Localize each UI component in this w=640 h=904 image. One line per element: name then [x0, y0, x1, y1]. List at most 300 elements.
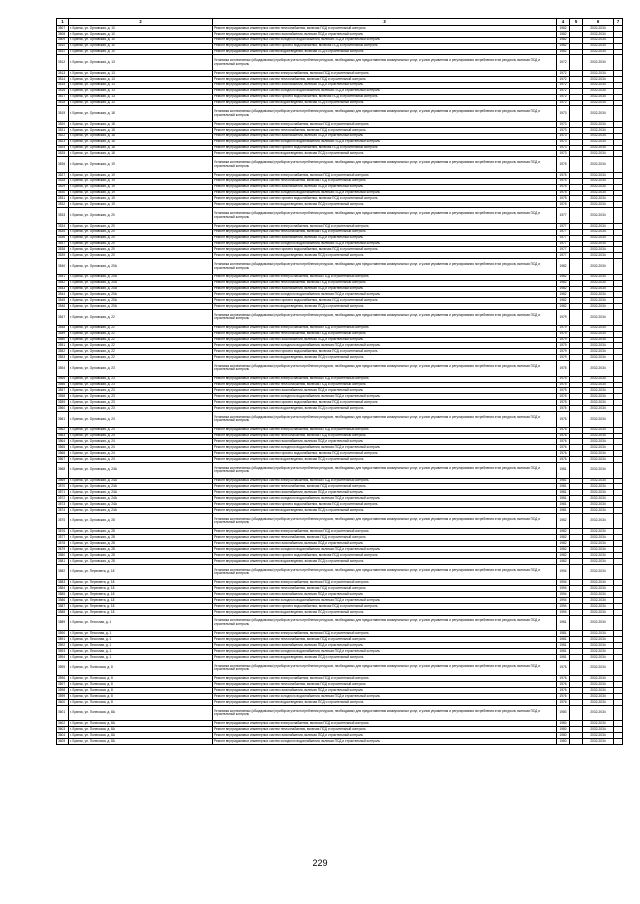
- row-year: 1973: [557, 127, 570, 133]
- row-work-type: Ремонт внутридомовых инженерных систем теплоснабжения, включая ПСД и строительный контроль: [213, 637, 557, 643]
- row-number: 3586: [57, 598, 69, 604]
- table-row: [57, 739, 623, 745]
- row-address: г. Брянск, ул. Полесская, д. 8А: [69, 705, 213, 721]
- row-year: 1981: [557, 490, 570, 496]
- row-year: 1975: [557, 400, 570, 406]
- row-work-type: Ремонт внутридомовых инженерных систем горячего водоснабжения, включая ПСД и строительный контроль: [213, 451, 557, 457]
- row-address: г. Брянск, ул. Орловская, д. 23: [69, 394, 213, 400]
- row-period: 2032-2034: [583, 535, 614, 541]
- row-period: 2032-2034: [583, 727, 614, 733]
- row-work-type: Ремонт внутридомовых инженерных систем холодного водоснабжения, включая ПСД и строительный контроль: [213, 649, 557, 655]
- row-work-type: Установка коллективных (общедомовых) приборов учета потребления ресурсов, необходимых для предоставления коммунальных услуг, и узлов управления и регулирования потребления этих ресурсов, включая ПСД и строительный контроль: [213, 462, 557, 478]
- row-work-type: Ремонт внутридомовых инженерных систем водоотведения, включая ПСД и строительный контроль: [213, 202, 557, 208]
- row-year: 1975: [557, 382, 570, 388]
- row-address: г. Брянск, ул. Орловская, д. 18: [69, 133, 213, 139]
- row-number: 3555: [57, 376, 69, 382]
- row-address: г. Брянск, ул. Орловская, д. 24: [69, 433, 213, 439]
- row-year: 1976: [557, 694, 570, 700]
- row-period: 2032-2034: [583, 106, 614, 122]
- table-row: [57, 660, 623, 676]
- row-number: 3543: [57, 286, 69, 292]
- row-work-type: Ремонт внутридомовых инженерных систем электроснабжения, включая ПСД и строительный контроль: [213, 325, 557, 331]
- row-work-type: Ремонт внутридомовых инженерных систем теплоснабжения, включая ПСД и строительный контроль: [213, 433, 557, 439]
- table-row: [57, 55, 623, 71]
- row-period: 2032-2034: [583, 445, 614, 451]
- row-work-type: Ремонт внутридомовых инженерных систем холодного водоснабжения, включая ПСД и строительный контроль: [213, 139, 557, 145]
- row-work-type: Ремонт внутридомовых инженерных систем электроснабжения, включая ПСД и строительный контроль: [213, 529, 557, 535]
- row-work-type: Ремонт внутридомовых инженерных систем газоснабжения, включая ПСД и строительный контроль: [213, 133, 557, 139]
- row-year: 1976: [557, 427, 570, 433]
- row-number: 3571: [57, 490, 69, 496]
- row-year: 1982: [557, 304, 570, 310]
- row-period: 2032-2034: [583, 433, 614, 439]
- row-work-type: Ремонт внутридомовых инженерных систем водоотведения, включая ПСД и строительный контроль: [213, 355, 557, 361]
- row-period: 2032-2034: [583, 660, 614, 676]
- header-row: [57, 19, 623, 26]
- row-number: 3521: [57, 127, 69, 133]
- row-number: 3547: [57, 310, 69, 326]
- row-year: 1982: [557, 259, 570, 275]
- row-address: г. Брянск, ул. Орловская, д. 22: [69, 310, 213, 326]
- row-year: 1972: [557, 100, 570, 106]
- row-period: 2032-2034: [583, 76, 614, 82]
- row-address: г. Брянск, ул. Орловская, д. 20А: [69, 304, 213, 310]
- row-period: 2032-2034: [583, 609, 614, 615]
- row-year: 1981: [557, 484, 570, 490]
- row-work-type: Ремонт внутридомовых инженерных систем газоснабжения, включая ПСД и строительный контроль: [213, 337, 557, 343]
- row-period: 2032-2034: [583, 484, 614, 490]
- row-year: 1976: [557, 412, 570, 428]
- row-work-type: Установка коллективных (общедомовых) приборов учета потребления ресурсов, необходимых для предоставления коммунальных услуг, и узлов управления и регулирования потребления этих ресурсов, включая ПСД и строительный контроль: [213, 106, 557, 122]
- row-number: 3569: [57, 478, 69, 484]
- row-address: г. Брянск, ул. Орловская, д. 23: [69, 406, 213, 412]
- row-period: 2032-2034: [583, 439, 614, 445]
- row-work-type: Ремонт внутридомовых инженерных систем электроснабжения, включая ПСД и строительный контроль: [213, 427, 557, 433]
- row-work-type: Ремонт внутридомовых инженерных систем водоотведения, включая ПСД и строительный контроль: [213, 304, 557, 310]
- row-address: г. Брянск, ул. Орловская, д. 28: [69, 535, 213, 541]
- row-period: 2032-2034: [583, 382, 614, 388]
- row-work-type: Установка коллективных (общедомовых) приборов учета потребления ресурсов, необходимых для предоставления коммунальных услуг, и узлов управления и регулирования потребления этих ресурсов, включая ПСД и строительный контроль: [213, 157, 557, 173]
- row-year: 1979: [557, 355, 570, 361]
- row-period: 2032-2034: [583, 427, 614, 433]
- row-work-type: Ремонт внутридомовых инженерных систем водоотведения, включая ПСД и строительный контроль: [213, 49, 557, 55]
- row-work-type: Ремонт внутридомовых инженерных систем горячего водоснабжения, включая ПСД и строительный контроль: [213, 553, 557, 559]
- row-year: 1972: [557, 71, 570, 77]
- row-address: г. Брянск, ул. Орловская, д. 20: [69, 208, 213, 224]
- row-work-type: Установка коллективных (общедомовых) приборов учета потребления ресурсов, необходимых для предоставления коммунальных услуг, и узлов управления и регулирования потребления этих ресурсов, включая ПСД и строительный контроль: [213, 55, 557, 71]
- row-period: 2032-2034: [583, 121, 614, 127]
- row-period: 2032-2034: [583, 157, 614, 173]
- row-work-type: Ремонт внутридомовых инженерных систем теплоснабжения, включая ПСД и строительный контроль: [213, 178, 557, 184]
- row-address: г. Брянск, ул. Песочная, д. 1: [69, 643, 213, 649]
- table-row: [57, 106, 623, 122]
- row-work-type: Ремонт внутридомовых инженерных систем холодного водоснабжения, включая ПСД и строительный контроль: [213, 694, 557, 700]
- row-address: г. Брянск, ул. Полесская, д. 8А: [69, 739, 213, 745]
- row-number: 3582: [57, 564, 69, 580]
- row-work-type: Установка коллективных (общедомовых) приборов учета потребления ресурсов, необходимых для предоставления коммунальных услуг, и узлов управления и регулирования потребления этих ресурсов, включая ПСД и строительный контроль: [213, 361, 557, 377]
- row-year: 1976: [557, 433, 570, 439]
- row-address: г. Брянск, ул. Орловская, д. 13: [69, 76, 213, 82]
- row-period: 2032-2034: [583, 298, 614, 304]
- row-work-type: Ремонт внутридомовых инженерных систем газоснабжения, включая ПСД и строительный контроль: [213, 82, 557, 88]
- row-period: 2032-2034: [583, 223, 614, 229]
- row-year: 1972: [557, 82, 570, 88]
- row-period: 2032-2034: [583, 631, 614, 637]
- row-year: 1975: [557, 178, 570, 184]
- row-period: 2032-2034: [583, 682, 614, 688]
- row-col7: [614, 412, 623, 428]
- row-address: г. Брянск, ул. Орловская, д. 20А: [69, 292, 213, 298]
- row-number: 3567: [57, 457, 69, 463]
- row-address: г. Брянск, ул. Пересвета, д. 18: [69, 609, 213, 615]
- row-col5: [570, 310, 583, 326]
- row-address: г. Брянск, ул. Орловская, д. 23: [69, 376, 213, 382]
- row-number: 3561: [57, 412, 69, 428]
- row-year: 1975: [557, 376, 570, 382]
- row-address: г. Брянск, ул. Полесская, д. 8А: [69, 721, 213, 727]
- row-work-type: Ремонт внутридомовых инженерных систем теплоснабжения, включая ПСД и строительный контроль: [213, 682, 557, 688]
- row-number: 3519: [57, 106, 69, 122]
- row-address: г. Брянск, ул. Орловская, д. 20А: [69, 274, 213, 280]
- row-work-type: Ремонт внутридомовых инженерных систем водоотведения, включая ПСД и строительный контроль: [213, 699, 557, 705]
- row-year: 1981: [557, 502, 570, 508]
- row-address: г. Брянск, ул. Полесская, д. 8: [69, 688, 213, 694]
- row-col5: [570, 462, 583, 478]
- row-work-type: Ремонт внутридомовых инженерных систем электроснабжения, включая ПСД и строительный контроль: [213, 121, 557, 127]
- row-number: 3515: [57, 82, 69, 88]
- row-address: г. Брянск, ул. Орловская, д. 24: [69, 457, 213, 463]
- row-work-type: Ремонт внутридомовых инженерных систем горячего водоснабжения, включая ПСД и строительный контроль: [213, 603, 557, 609]
- row-period: 2032-2034: [583, 55, 614, 71]
- row-work-type: Ремонт внутридомовых инженерных систем теплоснабжения, включая ПСД и строительный контроль: [213, 727, 557, 733]
- row-work-type: Ремонт внутридомовых инженерных систем теплоснабжения, включая ПСД и строительный контроль: [213, 26, 557, 32]
- row-work-type: Ремонт внутридомовых инженерных систем водоотведения, включая ПСД и строительный контроль: [213, 253, 557, 259]
- header-col-5: 5: [570, 19, 583, 26]
- row-period: 2032-2034: [583, 376, 614, 382]
- row-number: 3589: [57, 615, 69, 631]
- row-address: г. Брянск, ул. Орловская, д. 24: [69, 451, 213, 457]
- row-period: 2032-2034: [583, 94, 614, 100]
- row-period: 2032-2034: [583, 462, 614, 478]
- row-number: 3593: [57, 649, 69, 655]
- row-number: 3544: [57, 292, 69, 298]
- row-number: 3511: [57, 49, 69, 55]
- row-number: 3570: [57, 484, 69, 490]
- row-period: 2032-2034: [583, 739, 614, 745]
- row-year: 1977: [557, 229, 570, 235]
- row-period: 2032-2034: [583, 31, 614, 37]
- row-address: г. Брянск, ул. Орловская, д. 10: [69, 43, 213, 49]
- row-work-type: Ремонт внутридомовых инженерных систем газоснабжения, включая ПСД и строительный контроль: [213, 388, 557, 394]
- row-address: г. Брянск, ул. Орловская, д. 23: [69, 382, 213, 388]
- row-period: 2032-2034: [583, 529, 614, 535]
- row-address: г. Брянск, ул. Орловская, д. 23: [69, 361, 213, 377]
- row-address: г. Брянск, ул. Песочная, д. 1: [69, 649, 213, 655]
- row-col5: [570, 564, 583, 580]
- row-period: 2032-2034: [583, 349, 614, 355]
- table-row: [57, 705, 623, 721]
- row-address: г. Брянск, ул. Орловская, д. 24А: [69, 478, 213, 484]
- row-year: 1976: [557, 660, 570, 676]
- row-year: 1982: [557, 541, 570, 547]
- row-work-type: Ремонт внутридомовых инженерных систем теплоснабжения, включая ПСД и строительный контроль: [213, 76, 557, 82]
- row-period: 2032-2034: [583, 406, 614, 412]
- row-work-type: Ремонт внутридомовых инженерных систем газоснабжения, включая ПСД и строительный контроль: [213, 592, 557, 598]
- row-work-type: Установка коллективных (общедомовых) приборов учета потребления ресурсов, необходимых для предоставления коммунальных услуг, и узлов управления и регулирования потребления этих ресурсов, включая ПСД и строительный контроль: [213, 513, 557, 529]
- row-address: г. Брянск, ул. Орловская, д. 20А: [69, 280, 213, 286]
- row-address: г. Брянск, ул. Орловская, д. 24: [69, 427, 213, 433]
- row-number: 3508: [57, 31, 69, 37]
- row-period: 2032-2034: [583, 502, 614, 508]
- row-year: 1972: [557, 55, 570, 71]
- header-col-3: 3: [213, 19, 557, 26]
- row-work-type: Ремонт внутридомовых инженерных систем горячего водоснабжения, включая ПСД и строительный контроль: [213, 43, 557, 49]
- table-row: [57, 157, 623, 173]
- row-col7: [614, 208, 623, 224]
- row-address: г. Брянск, ул. Орловская, д. 22: [69, 337, 213, 343]
- row-number: 3530: [57, 190, 69, 196]
- row-period: 2032-2034: [583, 388, 614, 394]
- table-body: [57, 19, 623, 745]
- row-number: 3599: [57, 694, 69, 700]
- row-work-type: Ремонт внутридомовых инженерных систем горячего водоснабжения, включая ПСД и строительный контроль: [213, 247, 557, 253]
- row-address: г. Брянск, ул. Полесская, д. 8: [69, 699, 213, 705]
- row-year: 1973: [557, 121, 570, 127]
- row-address: г. Брянск, ул. Орловская, д. 18: [69, 127, 213, 133]
- row-address: г. Брянск, ул. Орловская, д. 19: [69, 178, 213, 184]
- row-address: г. Брянск, ул. Орловская, д. 28: [69, 547, 213, 553]
- row-period: 2032-2034: [583, 586, 614, 592]
- row-period: 2032-2034: [583, 694, 614, 700]
- row-period: 2032-2034: [583, 26, 614, 32]
- row-number: 3579: [57, 547, 69, 553]
- row-address: г. Брянск, ул. Орловская, д. 13: [69, 71, 213, 77]
- row-period: 2032-2034: [583, 654, 614, 660]
- row-year: 1994: [557, 580, 570, 586]
- header-col-2: 2: [69, 19, 213, 26]
- row-address: г. Брянск, ул. Орловская, д. 19: [69, 157, 213, 173]
- row-period: 2032-2034: [583, 178, 614, 184]
- row-address: г. Брянск, ул. Орловская, д. 10: [69, 26, 213, 32]
- row-period: 2032-2034: [583, 513, 614, 529]
- row-number: 3580: [57, 553, 69, 559]
- row-work-type: Ремонт внутридомовых инженерных систем газоснабжения, включая ПСД и строительный контроль: [213, 643, 557, 649]
- row-period: 2032-2034: [583, 564, 614, 580]
- row-period: 2032-2034: [583, 280, 614, 286]
- row-period: 2032-2034: [583, 637, 614, 643]
- row-work-type: Установка коллективных (общедомовых) приборов учета потребления ресурсов, необходимых для предоставления коммунальных услуг, и узлов управления и регулирования потребления этих ресурсов, включая ПСД и строительный контроль: [213, 564, 557, 580]
- row-year: 1982: [557, 37, 570, 43]
- row-number: 3598: [57, 688, 69, 694]
- row-work-type: Ремонт внутридомовых инженерных систем водоотведения, включая ПСД и строительный контроль: [213, 100, 557, 106]
- row-period: 2032-2034: [583, 412, 614, 428]
- row-col7: [614, 513, 623, 529]
- row-address: г. Брянск, ул. Орловская, д. 20А: [69, 286, 213, 292]
- row-number: 3509: [57, 37, 69, 43]
- row-work-type: Ремонт внутридомовых инженерных систем холодного водоснабжения, включая ПСД и строительный контроль: [213, 292, 557, 298]
- row-period: 2032-2034: [583, 478, 614, 484]
- row-year: 1994: [557, 592, 570, 598]
- row-number: 3520: [57, 121, 69, 127]
- row-period: 2032-2034: [583, 139, 614, 145]
- row-number: 3592: [57, 643, 69, 649]
- row-address: г. Брянск, ул. Орловская, д. 28: [69, 529, 213, 535]
- row-year: 1975: [557, 406, 570, 412]
- register-table-container: [56, 18, 622, 745]
- row-number: 3550: [57, 337, 69, 343]
- row-number: 3538: [57, 247, 69, 253]
- row-year: 1977: [557, 247, 570, 253]
- row-year: 1994: [557, 598, 570, 604]
- row-year: 1982: [557, 298, 570, 304]
- row-number: 3537: [57, 241, 69, 247]
- row-work-type: Ремонт внутридомовых инженерных систем газоснабжения, включая ПСД и строительный контроль: [213, 439, 557, 445]
- row-work-type: Ремонт внутридомовых инженерных систем водоотведения, включая ПСД и строительный контроль: [213, 609, 557, 615]
- row-year: 1982: [557, 553, 570, 559]
- row-address: г. Брянск, ул. Орловская, д. 20: [69, 223, 213, 229]
- row-work-type: Ремонт внутридомовых инженерных систем водоотведения, включая ПСД и строительный контроль: [213, 151, 557, 157]
- row-year: 1975: [557, 361, 570, 377]
- row-work-type: Установка коллективных (общедомовых) приборов учета потребления ресурсов, необходимых для предоставления коммунальных услуг, и узлов управления и регулирования потребления этих ресурсов, включая ПСД и строительный контроль: [213, 208, 557, 224]
- row-number: 3539: [57, 253, 69, 259]
- row-work-type: Ремонт внутридомовых инженерных систем газоснабжения, включая ПСД и строительный контроль: [213, 286, 557, 292]
- row-work-type: Ремонт внутридомовых инженерных систем водоотведения, включая ПСД и строительный контроль: [213, 654, 557, 660]
- row-col5: [570, 361, 583, 377]
- row-year: 1975: [557, 190, 570, 196]
- row-address: г. Брянск, ул. Полесская, д. 8: [69, 682, 213, 688]
- row-year: 1977: [557, 235, 570, 241]
- row-work-type: Ремонт внутридомовых инженерных систем холодного водоснабжения, включая ПСД и строительный контроль: [213, 547, 557, 553]
- row-number: 3597: [57, 682, 69, 688]
- row-year: 1975: [557, 202, 570, 208]
- row-address: г. Брянск, ул. Орловская, д. 20: [69, 253, 213, 259]
- row-address: г. Брянск, ул. Пересвета, д. 18: [69, 592, 213, 598]
- row-number: 3549: [57, 331, 69, 337]
- row-work-type: Ремонт внутридомовых инженерных систем теплоснабжения, включая ПСД и строительный контроль: [213, 535, 557, 541]
- row-work-type: Ремонт внутридомовых инженерных систем водоотведения, включая ПСД и строительный контроль: [213, 457, 557, 463]
- row-work-type: Установка коллективных (общедомовых) приборов учета потребления ресурсов, необходимых для предоставления коммунальных услуг, и узлов управления и регулирования потребления этих ресурсов, включая ПСД и строительный контроль: [213, 412, 557, 428]
- row-year: 1976: [557, 457, 570, 463]
- row-address: г. Брянск, ул. Орловская, д. 22: [69, 343, 213, 349]
- row-year: 1976: [557, 445, 570, 451]
- row-number: 3529: [57, 184, 69, 190]
- row-year: 1977: [557, 241, 570, 247]
- row-year: 1981: [557, 615, 570, 631]
- row-address: г. Брянск, ул. Орловская, д. 24А: [69, 502, 213, 508]
- row-address: г. Брянск, ул. Орловская, д. 19: [69, 172, 213, 178]
- row-number: 3548: [57, 325, 69, 331]
- row-col5: [570, 615, 583, 631]
- row-col7: [614, 55, 623, 71]
- row-number: 3534: [57, 223, 69, 229]
- row-year: 1994: [557, 603, 570, 609]
- row-number: 3532: [57, 202, 69, 208]
- row-year: 1979: [557, 310, 570, 326]
- row-period: 2032-2034: [583, 592, 614, 598]
- row-address: г. Брянск, ул. Орловская, д. 13: [69, 94, 213, 100]
- row-address: г. Брянск, ул. Полесская, д. 8А: [69, 727, 213, 733]
- row-year: 1981: [557, 654, 570, 660]
- row-number: 3507: [57, 26, 69, 32]
- row-period: 2032-2034: [583, 127, 614, 133]
- row-number: 3540: [57, 259, 69, 275]
- row-number: 3558: [57, 394, 69, 400]
- row-col7: [614, 310, 623, 326]
- row-work-type: Ремонт внутридомовых инженерных систем холодного водоснабжения, включая ПСД и строительный контроль: [213, 37, 557, 43]
- row-col5: [570, 55, 583, 71]
- row-period: 2032-2034: [583, 705, 614, 721]
- row-period: 2032-2034: [583, 133, 614, 139]
- row-address: г. Брянск, ул. Орловская, д. 23: [69, 400, 213, 406]
- row-address: г. Брянск, ул. Орловская, д. 10: [69, 31, 213, 37]
- row-number: 3575: [57, 513, 69, 529]
- row-number: 3585: [57, 592, 69, 598]
- row-work-type: Ремонт внутридомовых инженерных систем электроснабжения, включая ПСД и строительный контроль: [213, 376, 557, 382]
- row-number: 3525: [57, 151, 69, 157]
- row-address: г. Брянск, ул. Орловская, д. 23: [69, 388, 213, 394]
- row-number: 3572: [57, 496, 69, 502]
- row-address: г. Брянск, ул. Полесская, д. 8А: [69, 733, 213, 739]
- row-period: 2032-2034: [583, 100, 614, 106]
- row-number: 3605: [57, 739, 69, 745]
- row-address: г. Брянск, ул. Орловская, д. 19: [69, 190, 213, 196]
- row-work-type: Ремонт внутридомовых инженерных систем водоотведения, включая ПСД и строительный контроль: [213, 406, 557, 412]
- row-year: 1981: [557, 508, 570, 514]
- row-period: 2032-2034: [583, 196, 614, 202]
- row-year: 1975: [557, 394, 570, 400]
- row-year: 1982: [557, 43, 570, 49]
- row-address: г. Брянск, ул. Орловская, д. 28: [69, 541, 213, 547]
- row-work-type: Ремонт внутридомовых инженерных систем электроснабжения, включая ПСД и строительный контроль: [213, 676, 557, 682]
- row-year: 1975: [557, 172, 570, 178]
- row-year: 1979: [557, 349, 570, 355]
- row-period: 2032-2034: [583, 304, 614, 310]
- row-period: 2032-2034: [583, 253, 614, 259]
- row-col7: [614, 157, 623, 173]
- row-number: 3512: [57, 55, 69, 71]
- row-work-type: Ремонт внутридомовых инженерных систем электроснабжения, включая ПСД и строительный контроль: [213, 478, 557, 484]
- row-work-type: Ремонт внутридомовых инженерных систем газоснабжения, включая ПСД и строительный контроль: [213, 31, 557, 37]
- row-period: 2032-2034: [583, 310, 614, 326]
- row-address: г. Брянск, ул. Орловская, д. 28: [69, 553, 213, 559]
- row-work-type: Ремонт внутридомовых инженерных систем холодного водоснабжения, включая ПСД и строительный контроль: [213, 241, 557, 247]
- row-number: 3533: [57, 208, 69, 224]
- row-number: 3541: [57, 274, 69, 280]
- row-period: 2032-2034: [583, 331, 614, 337]
- row-number: 3603: [57, 727, 69, 733]
- row-year: 1972: [557, 88, 570, 94]
- row-address: г. Брянск, ул. Орловская, д. 24А: [69, 508, 213, 514]
- row-work-type: Ремонт внутридомовых инженерных систем теплоснабжения, включая ПСД и строительный контроль: [213, 382, 557, 388]
- row-col5: [570, 157, 583, 173]
- row-year: 1994: [557, 609, 570, 615]
- row-work-type: Ремонт внутридомовых инженерных систем теплоснабжения, включая ПСД и строительный контроль: [213, 280, 557, 286]
- row-year: 1981: [557, 637, 570, 643]
- row-year: 1977: [557, 223, 570, 229]
- row-number: 3577: [57, 535, 69, 541]
- row-year: 1994: [557, 586, 570, 592]
- row-period: 2032-2034: [583, 547, 614, 553]
- row-year: 1976: [557, 688, 570, 694]
- row-year: 1982: [557, 31, 570, 37]
- row-address: г. Брянск, ул. Орловская, д. 24А: [69, 496, 213, 502]
- row-number: 3584: [57, 586, 69, 592]
- row-year: 1982: [557, 529, 570, 535]
- row-year: 1982: [557, 286, 570, 292]
- row-number: 3527: [57, 172, 69, 178]
- row-address: г. Брянск, ул. Пересвета, д. 18: [69, 580, 213, 586]
- row-address: г. Брянск, ул. Орловская, д. 18: [69, 145, 213, 151]
